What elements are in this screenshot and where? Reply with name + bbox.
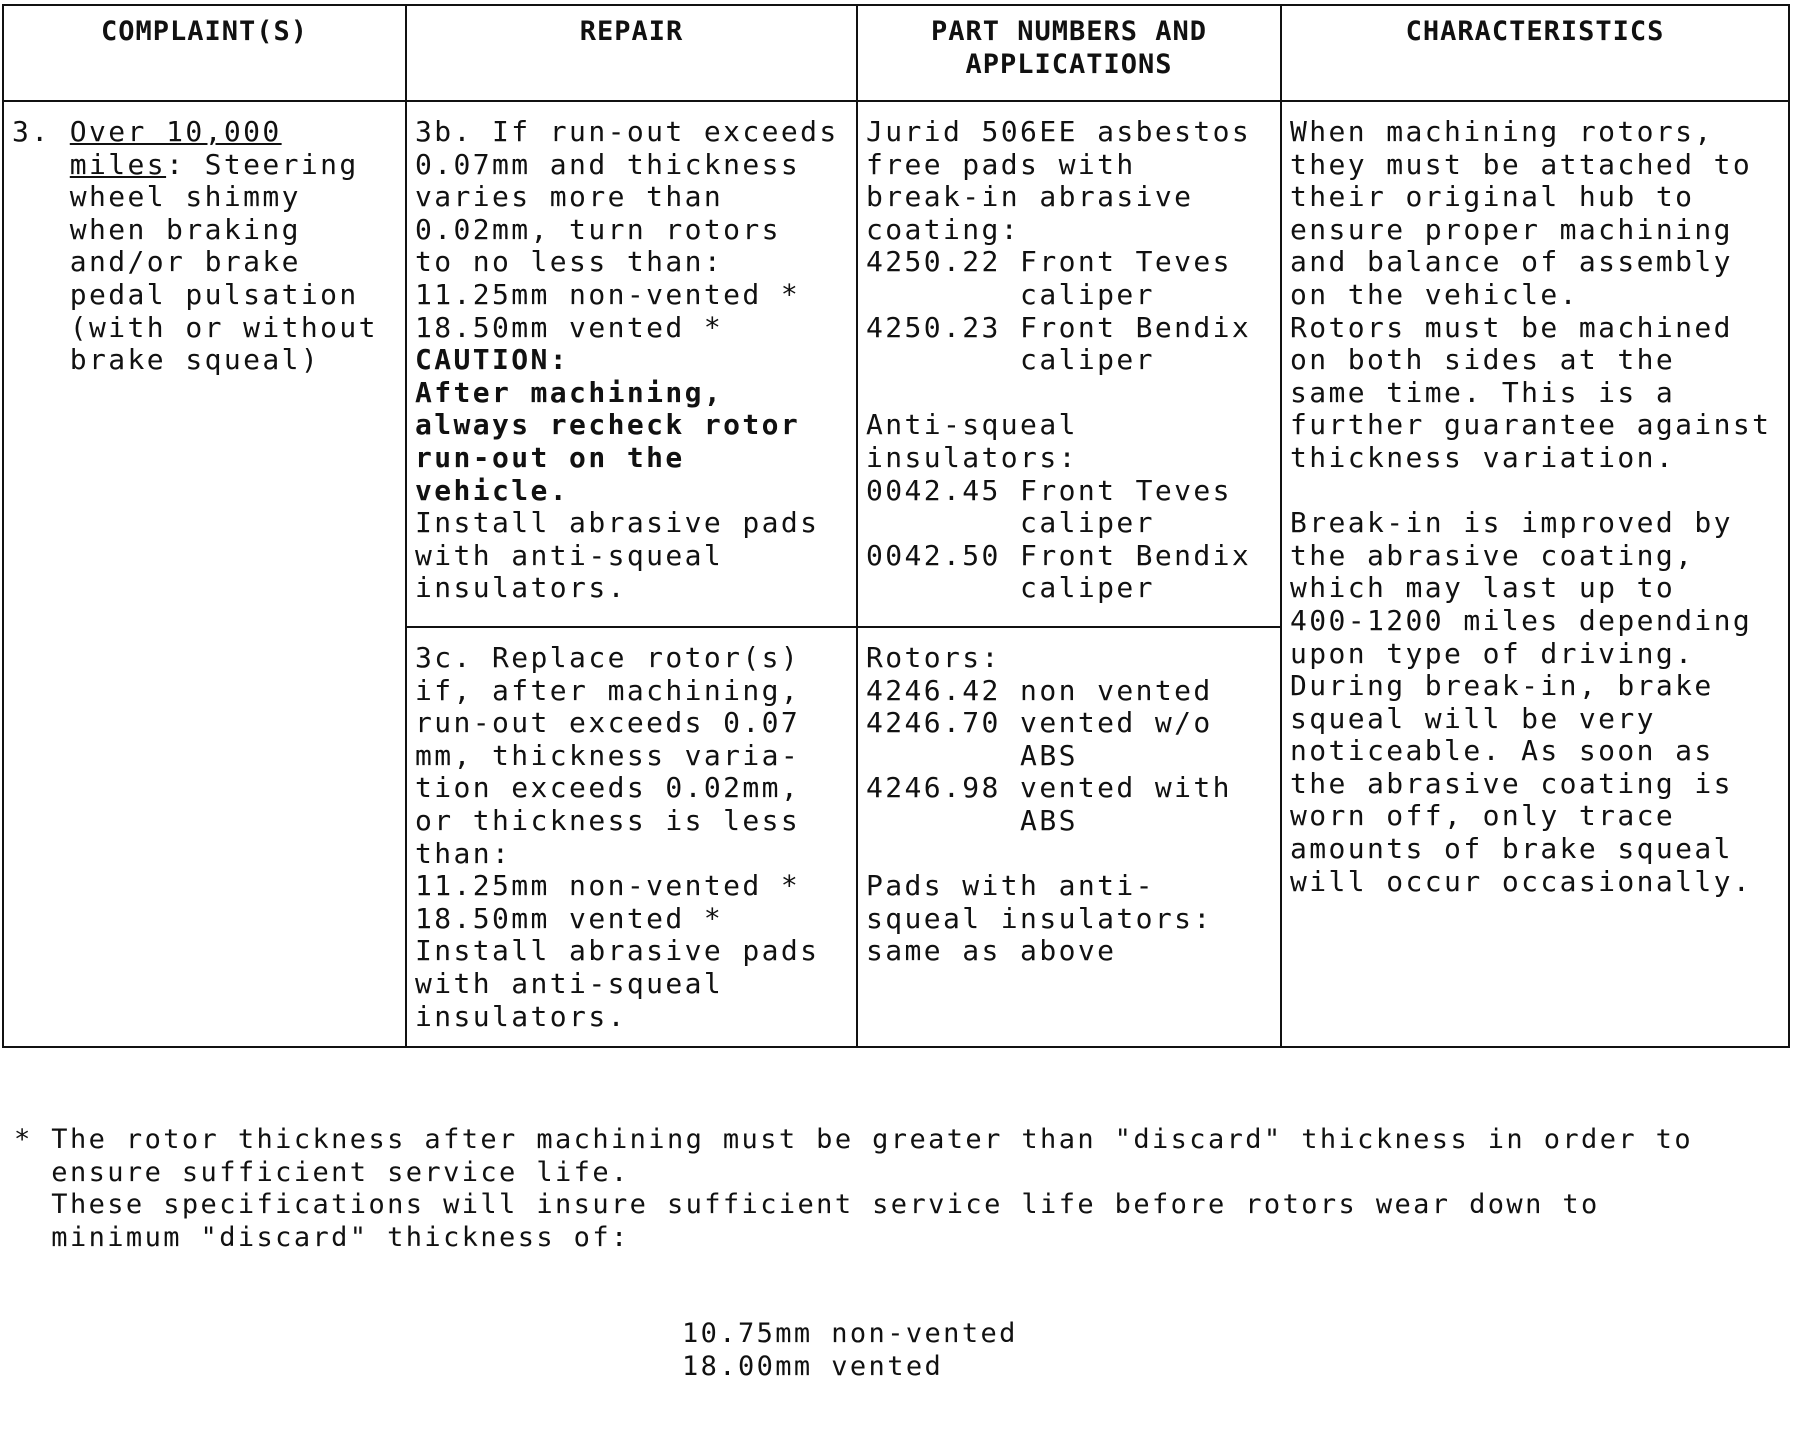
parts-3c-line: 4246.42 non vented bbox=[866, 673, 1213, 707]
characteristics-line: Rotors must be machined bbox=[1290, 310, 1733, 344]
parts-3c-line: Pads with anti- bbox=[866, 869, 1155, 903]
parts-3c-line: ABS bbox=[866, 803, 1078, 837]
table-row bbox=[3, 101, 1789, 627]
repair-3b-line: varies more than bbox=[415, 180, 724, 214]
repair-3b-install-line: insulators. bbox=[415, 571, 627, 605]
footnote-line: minimum "discard" thickness of: bbox=[14, 1221, 630, 1253]
complaint-line: pedal pulsation bbox=[12, 277, 359, 311]
parts-3b-line: coating: bbox=[866, 212, 1021, 246]
characteristics-line: will occur occasionally. bbox=[1290, 864, 1753, 898]
repair-3c-line: insulators. bbox=[415, 999, 627, 1033]
parts-3b-line: 0042.50 Front Bendix bbox=[866, 538, 1252, 572]
repair-3c-line: mm, thickness varia- bbox=[415, 738, 801, 772]
repair-3c-line: 11.25mm non-vented * bbox=[415, 869, 801, 903]
footnote-line: These specifications will insure sufficient service life before rotors wear down to bbox=[14, 1189, 1600, 1221]
characteristics-line: they must be attached to bbox=[1290, 147, 1753, 181]
repair-3b-caution bbox=[415, 344, 848, 507]
characteristics-line: which may last up to bbox=[1290, 571, 1676, 605]
complaint-description bbox=[12, 181, 397, 377]
repair-3b-line: 0.07mm and thickness bbox=[415, 147, 801, 181]
parts-3b-line: caliper bbox=[866, 277, 1155, 311]
characteristics-line: the abrasive coating is bbox=[1290, 766, 1733, 800]
repair-3b-install-line: with anti-squeal bbox=[415, 538, 724, 572]
header-parts-line-2: APPLICATIONS bbox=[965, 48, 1173, 80]
characteristics-line: squeal will be very bbox=[1290, 701, 1656, 735]
footnote-line: * The rotor thickness after machining must be greater than "discard" thickness in order to bbox=[14, 1124, 1693, 1155]
parts-3b-line: caliper bbox=[866, 343, 1155, 377]
complaint-number: 3. bbox=[12, 115, 51, 148]
caution-line: run-out on the bbox=[415, 440, 685, 474]
repair-3c-line: if, after machining, bbox=[415, 673, 801, 707]
repair-3c-line: 3c. Replace rotor(s) bbox=[415, 641, 801, 674]
parts-3c-line: Rotors: bbox=[866, 641, 1001, 674]
characteristics-line: ensure proper machining bbox=[1290, 212, 1733, 246]
characteristics-line: further guarantee against bbox=[1290, 408, 1772, 442]
parts-3c-line: 4246.98 vented with bbox=[866, 771, 1232, 805]
brake-repair-table bbox=[2, 4, 1790, 1048]
parts-3c-line: same as above bbox=[866, 934, 1117, 968]
characteristics-line: on the vehicle. bbox=[1290, 277, 1579, 311]
parts-3c-line: squeal insulators: bbox=[866, 901, 1213, 935]
parts-3b-line: insulators: bbox=[866, 440, 1078, 474]
repair-3c-text bbox=[415, 642, 848, 1033]
complaint-heading-rest: : Steering bbox=[166, 147, 359, 181]
parts-3c-cell bbox=[857, 627, 1281, 1047]
complaint-cell bbox=[3, 101, 406, 1047]
repair-3b-line: to no less than: bbox=[415, 245, 724, 279]
repair-3c-line: Install abrasive pads bbox=[415, 934, 820, 968]
repair-3b-line: 0.02mm, turn rotors bbox=[415, 212, 781, 246]
parts-3b-line: 4250.23 Front Bendix bbox=[866, 310, 1252, 344]
parts-3b-line: Anti-squeal bbox=[866, 408, 1078, 442]
footnote bbox=[14, 1060, 1784, 1448]
parts-3b-cell bbox=[857, 101, 1281, 627]
discard-value: 18.00mm vented bbox=[682, 1350, 944, 1382]
characteristics-cell bbox=[1281, 101, 1789, 1047]
characteristics-line: 400-1200 miles depending bbox=[1290, 603, 1753, 637]
characteristics-line: the abrasive coating, bbox=[1290, 538, 1695, 572]
repair-3b-line: 11.25mm non-vented * bbox=[415, 277, 801, 311]
characteristics-text bbox=[1290, 116, 1780, 898]
parts-3b-line bbox=[866, 377, 1272, 410]
repair-3b-text bbox=[415, 116, 848, 344]
complaint-heading-line-2 bbox=[12, 149, 397, 182]
header-part-numbers bbox=[857, 5, 1281, 101]
repair-3c-line: run-out exceeds 0.07 bbox=[415, 706, 801, 740]
repair-3b-line: 3b. If run-out exceeds bbox=[415, 115, 839, 148]
repair-3c-cell bbox=[406, 627, 857, 1047]
discard-thickness-values bbox=[14, 1318, 1784, 1383]
header-parts-line-1: PART NUMBERS AND bbox=[930, 16, 1208, 47]
complaint-line: wheel shimmy bbox=[12, 180, 301, 214]
complaint-line: (with or without bbox=[12, 310, 378, 344]
discard-value: 10.75mm non-vented bbox=[682, 1318, 1018, 1350]
characteristics-line: same time. This is a bbox=[1290, 375, 1676, 409]
characteristics-line: During break-in, brake bbox=[1290, 669, 1714, 703]
repair-3c-line: than: bbox=[415, 836, 512, 870]
repair-3b-line: 18.50mm vented * bbox=[415, 310, 724, 344]
characteristics-line: amounts of brake squeal bbox=[1290, 832, 1733, 866]
parts-3b-line: caliper bbox=[866, 571, 1155, 605]
caution-line: always recheck rotor bbox=[415, 408, 801, 442]
characteristics-line: worn off, only trace bbox=[1290, 799, 1676, 833]
characteristics-line: on both sides at the bbox=[1290, 343, 1676, 377]
complaint-line: brake squeal) bbox=[12, 343, 321, 377]
characteristics-line bbox=[1290, 475, 1780, 508]
footnote-text bbox=[14, 1124, 1784, 1254]
table-header-row bbox=[3, 5, 1789, 101]
parts-3b-line: 4250.22 Front Teves bbox=[866, 245, 1232, 279]
parts-3b-line: break-in abrasive bbox=[866, 180, 1194, 214]
characteristics-line: upon type of driving. bbox=[1290, 636, 1695, 670]
repair-3c-line: tion exceeds 0.02mm, bbox=[415, 771, 801, 805]
complaint-heading-line-1 bbox=[12, 116, 397, 149]
characteristics-line: noticeable. As soon as bbox=[1290, 734, 1714, 768]
repair-3c-line: with anti-squeal bbox=[415, 966, 724, 1000]
complaint-heading-miles: miles bbox=[69, 147, 167, 181]
repair-3b-cell bbox=[406, 101, 857, 627]
complaint-line: and/or brake bbox=[12, 245, 301, 279]
header-complaints: COMPLAINT(S) bbox=[3, 5, 406, 101]
parts-3b-line: free pads with bbox=[866, 147, 1136, 181]
characteristics-line: When machining rotors, bbox=[1290, 115, 1714, 148]
characteristics-line: their original hub to bbox=[1290, 180, 1695, 214]
parts-3c-line bbox=[866, 838, 1272, 871]
repair-3b-install-line: Install abrasive pads bbox=[415, 506, 820, 540]
repair-3c-line: or thickness is less bbox=[415, 803, 801, 837]
header-characteristics: CHARACTERISTICS bbox=[1281, 5, 1789, 101]
parts-3c-line: ABS bbox=[866, 738, 1078, 772]
parts-3c-line: 4246.70 vented w/o bbox=[866, 706, 1213, 740]
footnote-line: ensure sufficient service life. bbox=[14, 1156, 630, 1188]
caution-line: After machining, bbox=[415, 375, 724, 409]
repair-3b-install-text bbox=[415, 507, 848, 605]
complaint-line: when braking bbox=[12, 212, 301, 246]
characteristics-line: and balance of assembly bbox=[1290, 245, 1733, 279]
parts-3b-line: Jurid 506EE asbestos bbox=[866, 115, 1252, 148]
parts-3c-text bbox=[866, 642, 1272, 968]
caution-line: vehicle. bbox=[415, 473, 570, 507]
repair-3c-line: 18.50mm vented * bbox=[415, 901, 724, 935]
header-repair: REPAIR bbox=[406, 5, 857, 101]
caution-line: CAUTION: bbox=[415, 343, 570, 377]
complaint-heading-mileage: Over 10,000 bbox=[69, 115, 282, 148]
parts-3b-text bbox=[866, 116, 1272, 605]
parts-3b-line: 0042.45 Front Teves bbox=[866, 473, 1232, 507]
parts-3b-line: caliper bbox=[866, 506, 1155, 540]
characteristics-line: Break-in is improved by bbox=[1290, 506, 1733, 540]
characteristics-line: thickness variation. bbox=[1290, 440, 1676, 474]
